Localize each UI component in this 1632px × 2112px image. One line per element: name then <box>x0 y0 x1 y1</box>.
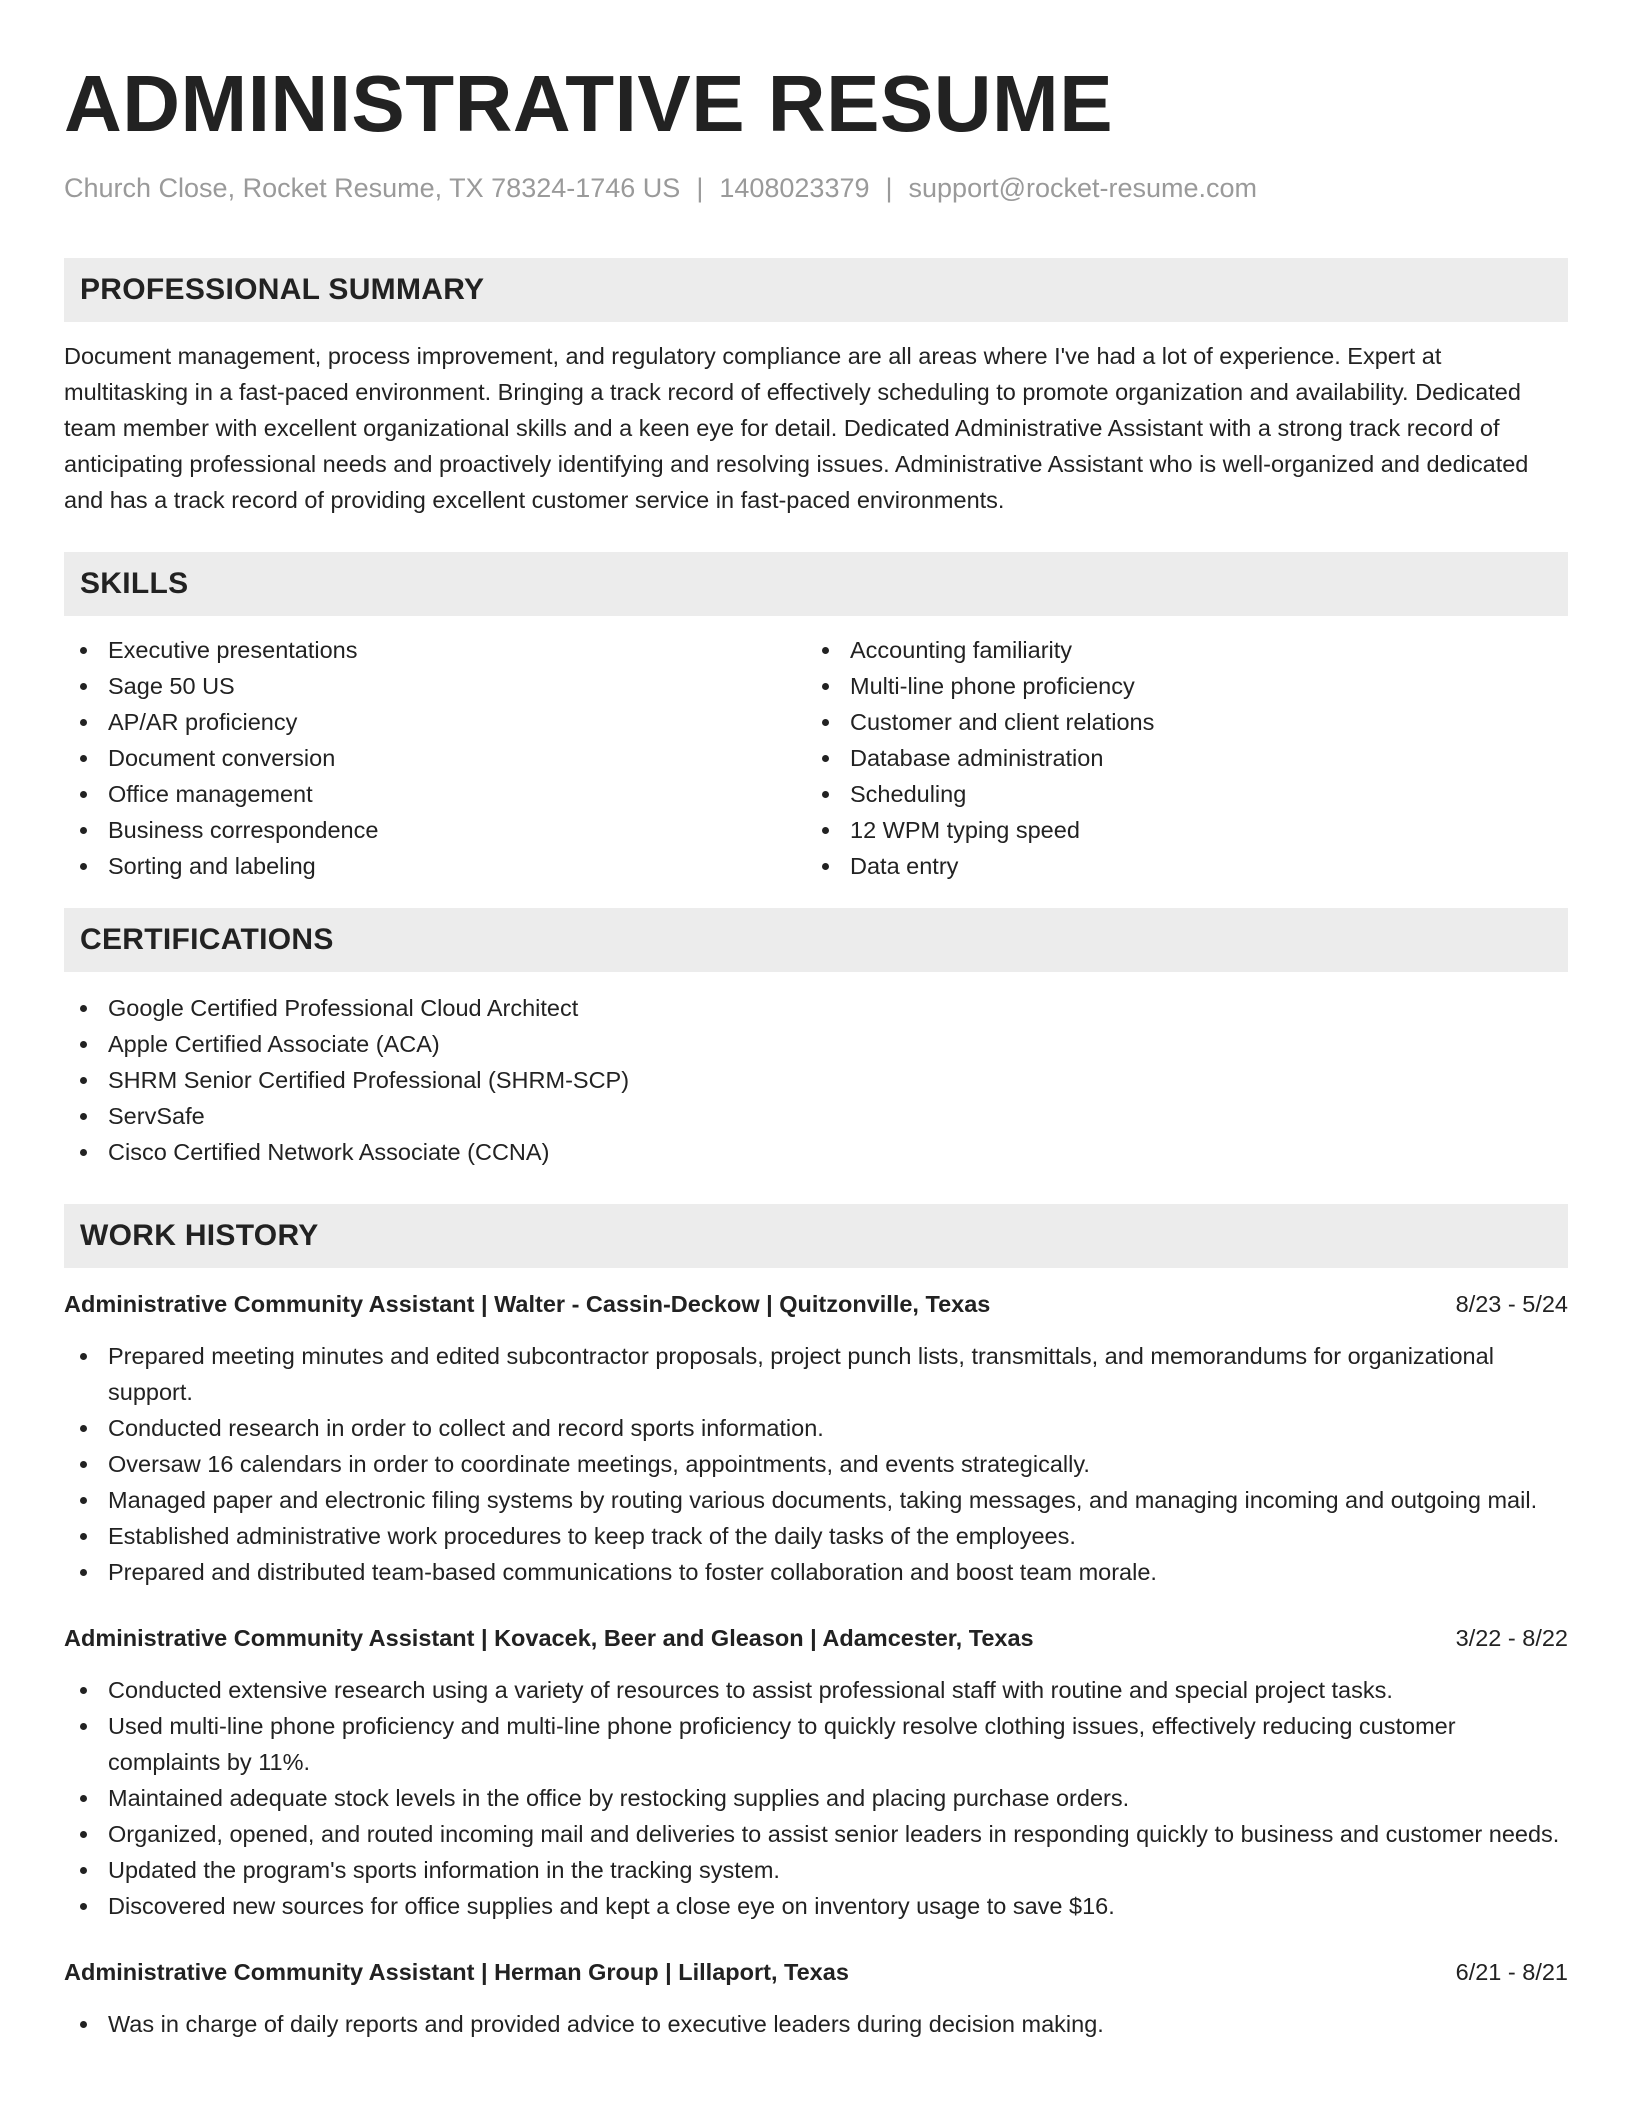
job-bullet: Was in charge of daily reports and provided advice to executive leaders during decision making. <box>64 2006 1568 2042</box>
job-bullet: Organized, opened, and routed incoming mail and deliveries to assist senior leaders in responding quickly to business and customer needs. <box>64 1816 1568 1852</box>
job-bullet: Prepared and distributed team-based communications to foster collaboration and boost team morale. <box>64 1554 1568 1590</box>
job-bullet: Conducted research in order to collect and record sports information. <box>64 1410 1568 1446</box>
skills-list-right <box>806 632 1548 884</box>
skill-item: Sage 50 US <box>64 668 806 704</box>
certification-item: SHRM Senior Certified Professional (SHRM-SCP) <box>64 1062 1568 1098</box>
job-bullet: Updated the program's sports information in the tracking system. <box>64 1852 1568 1888</box>
contact-separator: | <box>885 173 893 203</box>
job-bullet: Prepared meeting minutes and edited subcontractor proposals, project punch lists, transmittals, and memorandums for organizational support. <box>64 1338 1568 1410</box>
job-bullets <box>64 1338 1568 1590</box>
skill-item: 12 WPM typing speed <box>806 812 1548 848</box>
certification-item: ServSafe <box>64 1098 1568 1134</box>
job-title: Administrative Community Assistant | Walter - Cassin-Deckow | Quitzonville, Texas <box>64 1291 991 1317</box>
skill-item: Executive presentations <box>64 632 806 668</box>
skills-columns <box>64 632 1568 884</box>
job-bullets <box>64 2006 1568 2042</box>
skill-item: Accounting familiarity <box>806 632 1548 668</box>
job-dates: 8/23 - 5/24 <box>1455 1291 1568 1317</box>
certifications-list <box>64 990 1568 1170</box>
summary-text: Document management, process improvement, and regulatory compliance are all areas where I've had a lot of experience. Expert at multitasking in a fast-paced environment. Bringing a track record of effectively scheduling to promote organization and availability. Dedicated team member with excellent organizational skills and a keen eye for detail. Dedicated Administrative Assistant with a strong track record of anticipating professional needs and proactively identifying and resolving issues. Administrative Assistant who is well-organized and dedicated and has a track record of providing excellent customer service in fast-paced environments. <box>64 343 1529 513</box>
job-header <box>64 1620 1568 1656</box>
skill-item: AP/AR proficiency <box>64 704 806 740</box>
resume-title: ADMINISTRATIVE RESUME <box>64 59 1114 148</box>
job-entry <box>64 1286 1568 1590</box>
contact-phone: 1408023379 <box>719 173 870 203</box>
job-bullet: Oversaw 16 calendars in order to coordinate meetings, appointments, and events strategically. <box>64 1446 1568 1482</box>
job-bullet: Discovered new sources for office supplies and kept a close eye on inventory usage to save $16. <box>64 1888 1568 1924</box>
job-bullet: Managed paper and electronic filing systems by routing various documents, taking messages, and managing incoming and outgoing mail. <box>64 1482 1568 1518</box>
job-bullet: Conducted extensive research using a variety of resources to assist professional staff with routine and special project tasks. <box>64 1672 1568 1708</box>
skill-item: Data entry <box>806 848 1548 884</box>
job-title: Administrative Community Assistant | Kovacek, Beer and Gleason | Adamcester, Texas <box>64 1625 1034 1651</box>
section-heading-certifications: CERTIFICATIONS <box>64 908 1568 972</box>
job-entry <box>64 1954 1568 2042</box>
job-bullet: Established administrative work procedures to keep track of the daily tasks of the employees. <box>64 1518 1568 1554</box>
skill-item: Database administration <box>806 740 1548 776</box>
skill-item: Sorting and labeling <box>64 848 806 884</box>
job-entry <box>64 1620 1568 1924</box>
certification-item: Apple Certified Associate (ACA) <box>64 1026 1568 1062</box>
section-heading-summary: PROFESSIONAL SUMMARY <box>64 258 1568 322</box>
contact-line <box>64 170 1568 206</box>
job-bullets <box>64 1672 1568 1924</box>
contact-separator: | <box>696 173 704 203</box>
skill-item: Customer and client relations <box>806 704 1548 740</box>
job-dates: 6/21 - 8/21 <box>1455 1959 1568 1985</box>
certification-item: Cisco Certified Network Associate (CCNA) <box>64 1134 1568 1170</box>
job-title: Administrative Community Assistant | Herman Group | Lillaport, Texas <box>64 1959 849 1985</box>
skill-item: Business correspondence <box>64 812 806 848</box>
skill-item: Office management <box>64 776 806 812</box>
skill-item: Document conversion <box>64 740 806 776</box>
section-heading-skills: SKILLS <box>64 552 1568 616</box>
job-bullet: Maintained adequate stock levels in the office by restocking supplies and placing purchase orders. <box>64 1780 1568 1816</box>
certification-item: Google Certified Professional Cloud Architect <box>64 990 1568 1026</box>
skill-item: Scheduling <box>806 776 1548 812</box>
skill-item: Multi-line phone proficiency <box>806 668 1548 704</box>
section-heading-work-history: WORK HISTORY <box>64 1204 1568 1268</box>
contact-address: Church Close, Rocket Resume, TX 78324-1746 US <box>64 173 681 203</box>
skills-list-left <box>64 632 806 884</box>
contact-email: support@rocket-resume.com <box>908 173 1258 203</box>
job-header <box>64 1286 1568 1322</box>
job-dates: 3/22 - 8/22 <box>1455 1625 1568 1651</box>
job-header <box>64 1954 1568 1990</box>
job-bullet: Used multi-line phone proficiency and multi-line phone proficiency to quickly resolve clothing issues, effectively reducing customer complaints by 11%. <box>64 1708 1568 1780</box>
